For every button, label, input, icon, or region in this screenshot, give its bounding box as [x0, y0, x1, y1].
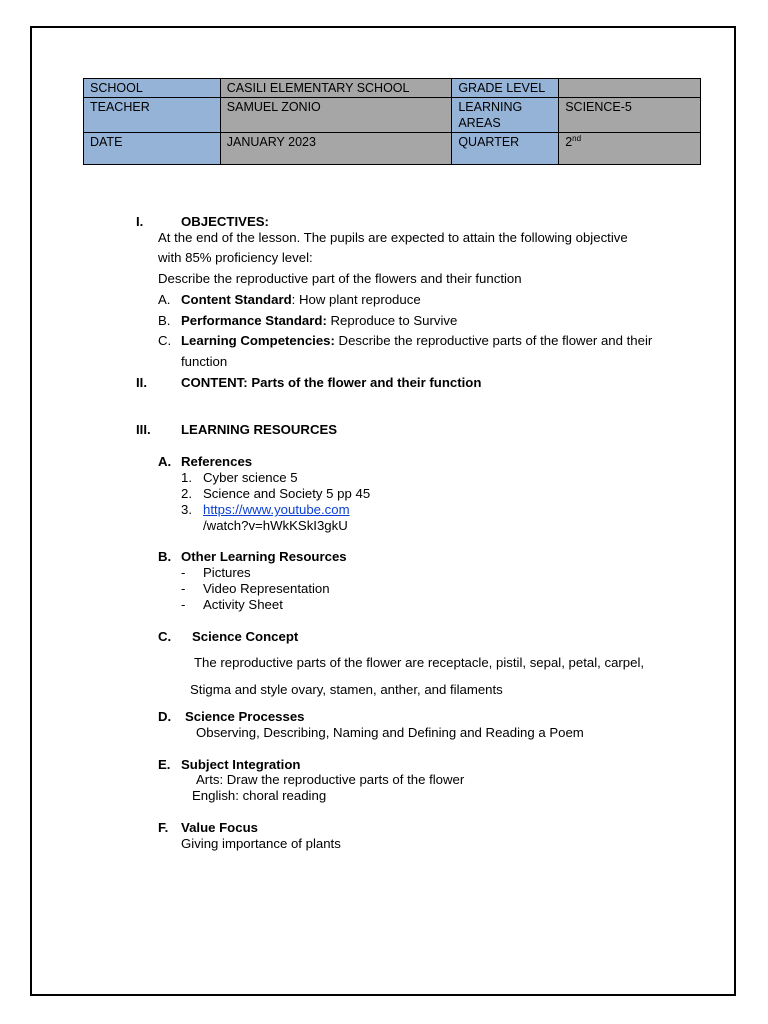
learning-areas-label [452, 98, 559, 133]
youtube-link[interactable]: https://www.youtube.com [203, 502, 350, 517]
learning-areas-label-line-1: LEARNING [458, 100, 523, 114]
quarter-value [559, 133, 701, 165]
objectives-intro-line-2: with 85% proficiency level: [158, 250, 313, 265]
objective-a [181, 292, 421, 308]
other-resources-heading: Other Learning Resources [181, 549, 347, 564]
value-focus-marker: F. [158, 820, 169, 835]
other-resource-pictures: Pictures [203, 565, 251, 580]
science-processes-heading: Science Processes [185, 709, 305, 724]
performance-standard-label: Performance Standard: [181, 313, 327, 328]
science-processes-text: Observing, Describing, Naming and Defining and Reading a Poem [196, 725, 584, 740]
table-row [84, 98, 701, 133]
reference-3-number: 3. [181, 502, 192, 517]
reference-2-number: 2. [181, 486, 192, 501]
objective-c-marker: C. [158, 333, 172, 348]
list-item-dash: - [181, 565, 186, 580]
section-numeral-content: II. [136, 375, 147, 390]
quarter-label: QUARTER [452, 133, 559, 165]
value-focus-heading: Value Focus [181, 820, 258, 835]
quarter-superscript: nd [572, 133, 582, 143]
science-concept-line-2: Stigma and style ovary, stamen, anther, and filaments [190, 682, 503, 697]
content-heading: CONTENT: Parts of the flower and their function [181, 375, 482, 390]
science-processes-marker: D. [158, 709, 172, 724]
date-value: JANUARY 2023 [220, 133, 452, 165]
list-item-dash: - [181, 597, 186, 612]
learning-competencies-label: Learning Competencies: [181, 333, 335, 348]
science-concept-line-1: The reproductive parts of the flower are receptacle, pistil, sepal, petal, carpel, [194, 655, 645, 670]
learning-competencies-continued: function [181, 354, 228, 369]
section-numeral-learning-resources: III. [136, 422, 151, 437]
subject-integration-heading: Subject Integration [181, 757, 301, 772]
subject-integration-arts: Arts: Draw the reproductive parts of the flower [196, 772, 465, 787]
performance-standard-text: Reproduce to Survive [326, 313, 458, 328]
learning-areas-label-line-2: AREAS [458, 116, 501, 130]
objective-a-marker: A. [158, 292, 171, 307]
references-marker: A. [158, 454, 172, 469]
teacher-label: TEACHER [84, 98, 221, 133]
other-resource-activity-sheet: Activity Sheet [203, 597, 283, 612]
header-table [83, 78, 701, 165]
subject-integration-english: English: choral reading [192, 788, 327, 803]
objective-b-marker: B. [158, 313, 171, 328]
grade-level-value [559, 79, 701, 98]
learning-resources-heading: LEARNING RESOURCES [181, 422, 338, 437]
learning-area-value: SCIENCE-5 [559, 98, 701, 133]
value-focus-text: Giving importance of plants [181, 836, 341, 851]
objectives-intro-line-1: At the end of the lesson. The pupils are expected to attain the following objective [158, 230, 628, 245]
science-concept-marker: C. [158, 629, 172, 644]
objective-b [181, 313, 457, 329]
reference-1: Cyber science 5 [203, 470, 298, 485]
other-resources-marker: B. [158, 549, 172, 564]
list-item-dash: - [181, 581, 186, 596]
science-concept-heading: Science Concept [192, 629, 299, 644]
table-row [84, 79, 701, 98]
learning-competencies-text: Describe the reproductive parts of the flower and their [334, 333, 653, 348]
page-border [30, 26, 736, 996]
objective-c [181, 333, 652, 349]
subject-integration-marker: E. [158, 757, 171, 772]
date-label: DATE [84, 133, 221, 165]
school-label: SCHOOL [84, 79, 221, 98]
school-value: CASILI ELEMENTARY SCHOOL [220, 79, 452, 98]
objectives-heading: OBJECTIVES: [181, 214, 269, 229]
references-heading: References [181, 454, 253, 469]
reference-2: Science and Society 5 pp 45 [203, 486, 371, 501]
reference-1-number: 1. [181, 470, 192, 485]
section-numeral-objectives: I. [136, 214, 144, 229]
content-standard-label: Content Standard [181, 292, 292, 307]
youtube-link-path: /watch?v=hWkKSkI3gkU [203, 518, 348, 533]
teacher-value: SAMUEL ZONIO [220, 98, 452, 133]
grade-level-label: GRADE LEVEL [452, 79, 559, 98]
objectives-describe: Describe the reproductive part of the flowers and their function [158, 271, 522, 286]
other-resource-video: Video Representation [203, 581, 330, 596]
table-row [84, 133, 701, 165]
quarter-number: 2 [565, 135, 573, 149]
content-standard-text: : How plant reproduce [291, 292, 421, 307]
